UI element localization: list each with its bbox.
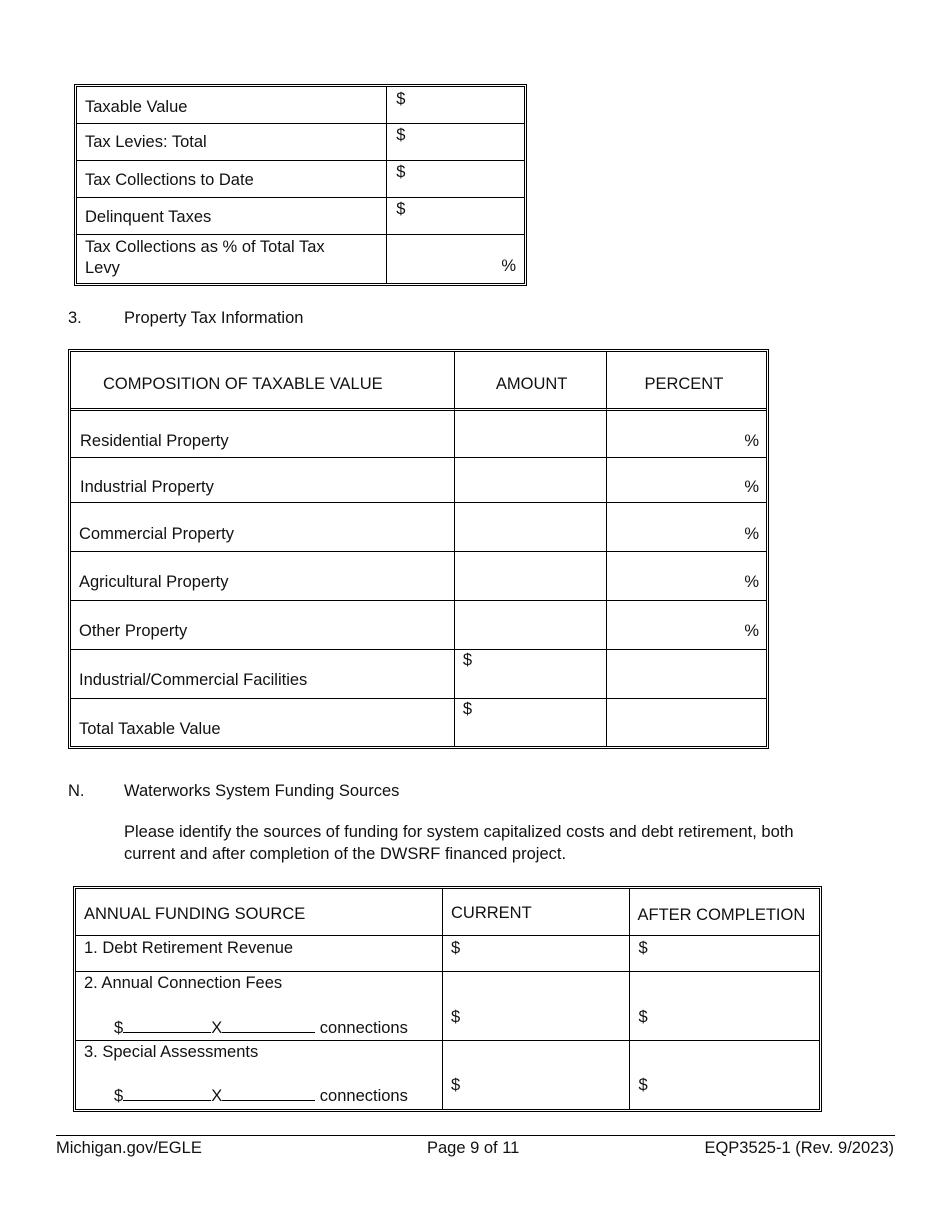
current-field[interactable]: $ (443, 1041, 630, 1109)
percent-field[interactable] (607, 699, 766, 746)
taxable-value-field[interactable]: $ (387, 87, 524, 124)
table-row (71, 699, 766, 746)
table-row (76, 972, 819, 1041)
table-row-label: 2. Annual Connection Fees $ X connections (76, 972, 443, 1041)
tax-levies-field[interactable]: $ (387, 124, 524, 161)
table-row-label: 3. Special Assessments $ X connections (76, 1041, 443, 1109)
table-row-label: Industrial/Commercial Facilities (71, 650, 455, 699)
footer-website-link[interactable]: Michigan.gov/EGLE (56, 1139, 202, 1157)
table-row (71, 552, 766, 601)
delinquent-taxes-field[interactable]: $ (387, 198, 524, 235)
section-number: 3. (68, 309, 82, 327)
percent-field[interactable] (607, 650, 766, 699)
fee-blank[interactable] (123, 1084, 211, 1101)
tax-summary-table (74, 84, 527, 286)
percent-field[interactable]: % (607, 458, 766, 503)
section-letter: N. (68, 782, 85, 800)
amount-field[interactable] (455, 458, 608, 503)
table-row-label: Other Property (71, 601, 455, 650)
section-title: Property Tax Information (124, 309, 304, 327)
table-row-label: Tax Levies: Total (77, 124, 387, 161)
after-completion-field[interactable]: $ (638, 1076, 648, 1094)
table-row (71, 503, 766, 552)
count-blank[interactable] (222, 1084, 315, 1101)
table-row (71, 650, 766, 699)
after-completion-field[interactable]: $ (630, 936, 819, 972)
fee-blank[interactable] (123, 1016, 211, 1033)
table-row (71, 458, 766, 503)
column-header: ANNUAL FUNDING SOURCE (76, 889, 443, 936)
table-row-label: Tax Collections to Date (77, 161, 387, 198)
funding-sources-table (73, 886, 822, 1112)
table-row-label: Total Taxable Value (71, 699, 455, 746)
page-number: Page 9 of 11 (427, 1139, 520, 1157)
collections-percent-field[interactable]: % (501, 257, 516, 275)
amount-field[interactable]: $ (455, 650, 608, 699)
connections-formula: $ X connections (114, 1084, 408, 1106)
section-intro: current and after completion of the DWSRF financed project. (124, 845, 567, 863)
table-row (71, 411, 766, 458)
table-row-label: Tax Collections as % of Total Tax Levy (77, 235, 387, 283)
after-completion-field[interactable]: $ (630, 972, 819, 1041)
form-number: EQP3525-1 (Rev. 9/2023) (704, 1139, 894, 1157)
table-row (71, 601, 766, 650)
table-row (76, 1041, 819, 1109)
percent-field[interactable]: % (607, 552, 766, 601)
tax-collections-field[interactable]: $ (387, 161, 524, 198)
column-header: AFTER COMPLETION (630, 889, 819, 936)
column-header: COMPOSITION OF TAXABLE VALUE (71, 352, 455, 411)
percent-field[interactable]: % (607, 503, 766, 552)
percent-field[interactable]: % (607, 601, 766, 650)
section-title: Waterworks System Funding Sources (124, 782, 400, 800)
column-header: CURRENT (443, 889, 630, 936)
amount-field[interactable] (455, 601, 608, 650)
current-field[interactable]: $ (443, 936, 630, 972)
connections-formula: $ X connections (114, 1016, 408, 1038)
footer-divider (56, 1135, 895, 1136)
column-header: PERCENT (607, 352, 766, 411)
current-field[interactable]: $ (443, 972, 630, 1041)
table-row-label: Residential Property (71, 411, 455, 458)
amount-field[interactable] (455, 411, 608, 458)
section-intro: Please identify the sources of funding for system capitalized costs and debt retirement, both (124, 823, 794, 841)
table-row-label: Commercial Property (71, 503, 455, 552)
table-row-label: Agricultural Property (71, 552, 455, 601)
property-tax-table (68, 349, 769, 749)
amount-field[interactable]: $ (455, 699, 608, 746)
column-header: AMOUNT (455, 352, 608, 411)
count-blank[interactable] (222, 1016, 315, 1033)
table-row-label: 1. Debt Retirement Revenue (76, 936, 443, 972)
table-row-label: Taxable Value (77, 87, 387, 124)
table-row (76, 936, 819, 972)
percent-field[interactable]: % (607, 411, 766, 458)
table-row-label: Delinquent Taxes (77, 198, 387, 235)
table-row-label: Industrial Property (71, 458, 455, 503)
amount-field[interactable] (455, 503, 608, 552)
amount-field[interactable] (455, 552, 608, 601)
